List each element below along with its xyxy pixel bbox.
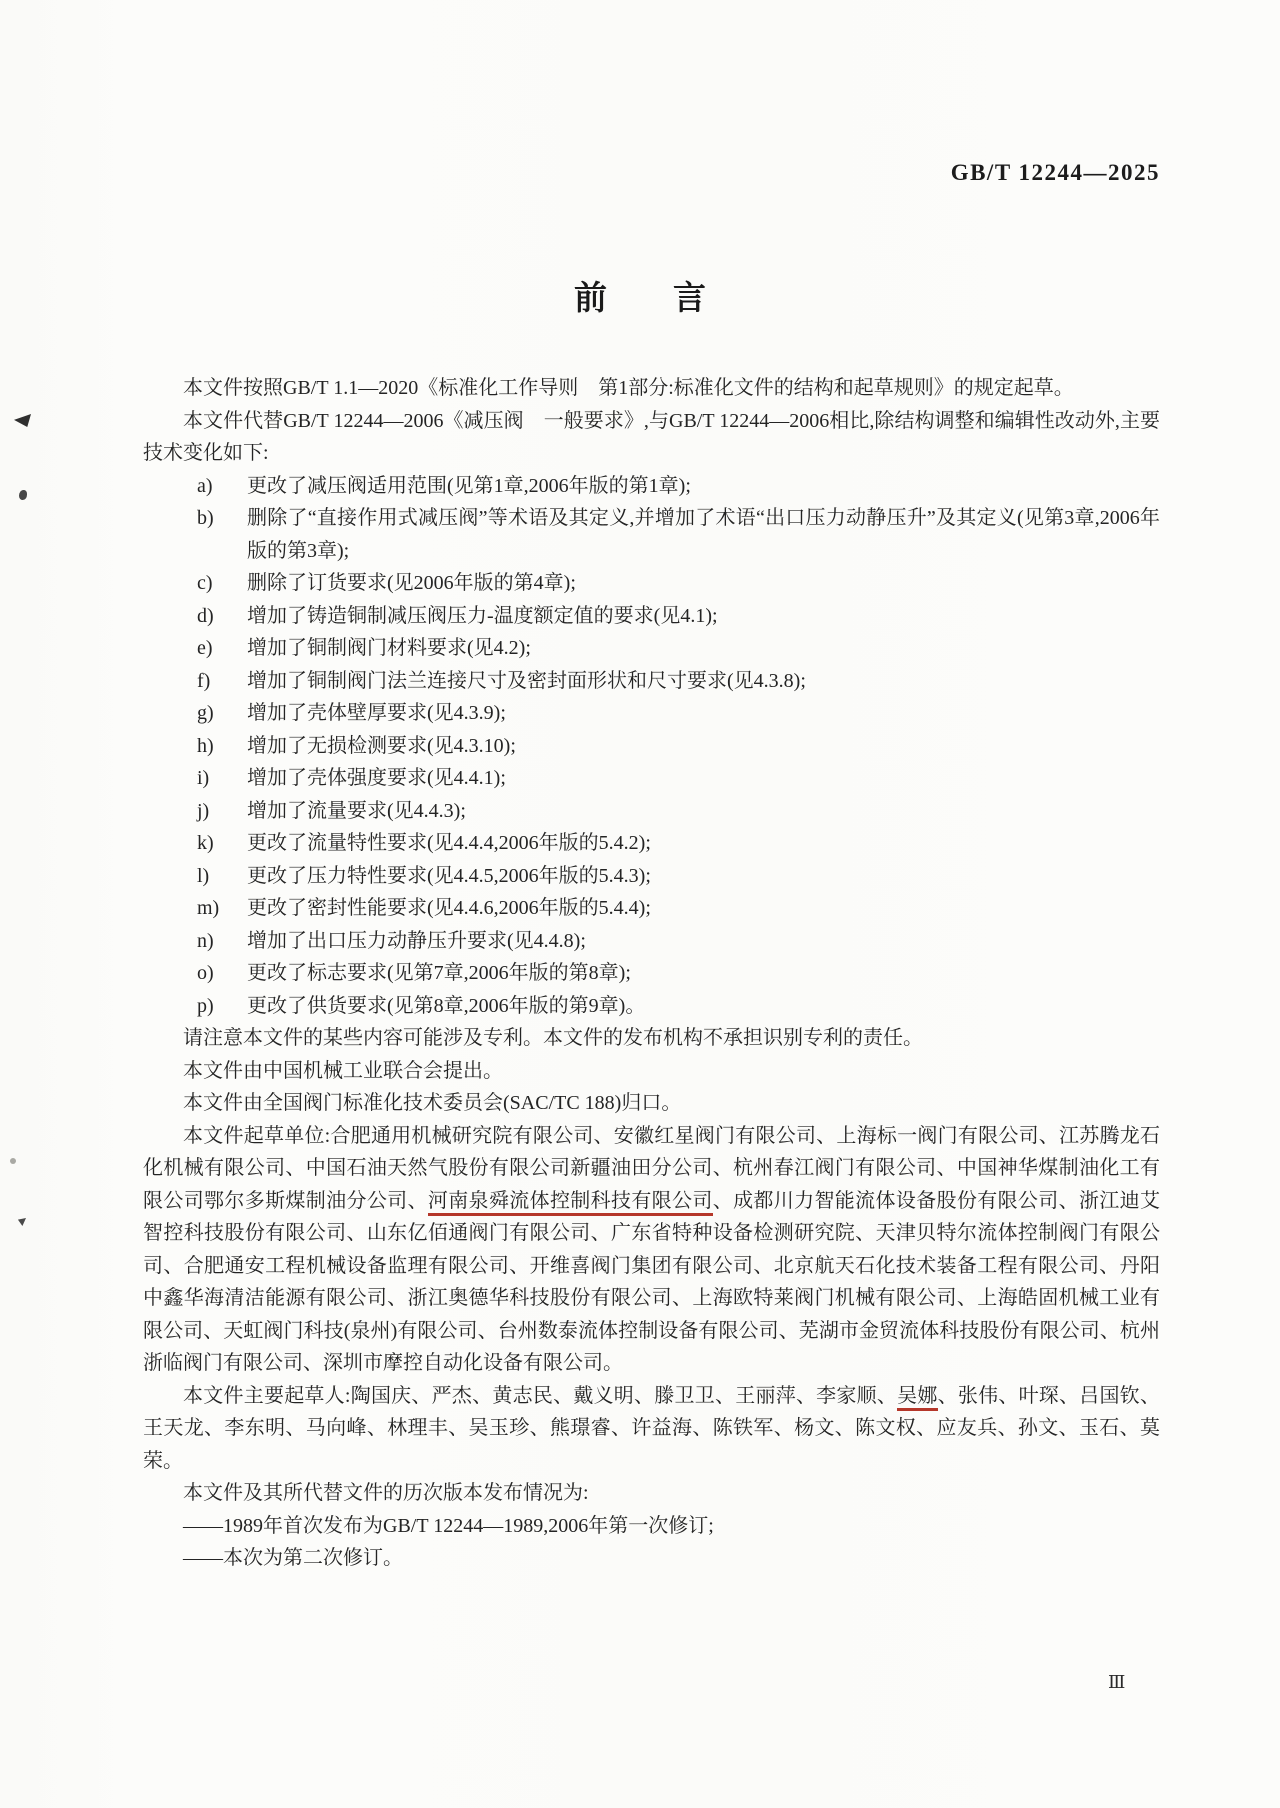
change-text: 增加了壳体壁厚要求(见4.3.9); — [247, 702, 506, 724]
scan-artifact — [19, 490, 27, 500]
change-text: 删除了“直接作用式减压阀”等术语及其定义,并增加了术语“出口压力动静压升”及其定义(见第3章,2006年版的第3章); — [247, 507, 1160, 562]
page-title: 前 言 — [574, 278, 706, 317]
history-intro: 本文件及其所代替文件的历次版本发布情况为: — [183, 1482, 589, 1504]
change-label: e) — [197, 637, 213, 659]
change-item-c — [143, 567, 1160, 600]
change-text: 增加了出口压力动静压升要求(见4.4.8); — [247, 929, 586, 952]
change-label: l) — [197, 864, 210, 887]
intro-paragraph-2: 本文件代替GB/T 12244—2006《减压阀 一般要求》,与GB/T 12244—2006相比,除结构调整和编辑性改动外,主要技术变化如下: — [143, 409, 1160, 464]
change-label: a) — [197, 474, 213, 497]
change-label: n) — [197, 929, 214, 952]
history-item-2: ——本次为第二次修订。 — [183, 1547, 403, 1569]
underlined-company: 河南泉舜流体控制科技有限公司 — [428, 1190, 713, 1216]
change-label: c) — [197, 572, 213, 594]
change-text: 增加了流量要求(见4.4.3); — [247, 799, 466, 822]
change-item-a — [143, 470, 1160, 503]
change-label: p) — [197, 994, 214, 1017]
page-number: Ⅲ — [1108, 1672, 1127, 1692]
change-item-p — [143, 990, 1160, 1023]
change-label: k) — [197, 832, 214, 854]
change-item-m — [143, 892, 1160, 925]
scan-artifact — [10, 1158, 16, 1164]
change-item-i — [143, 762, 1160, 795]
change-text: 增加了铜制阀门材料要求(见4.2); — [247, 637, 531, 659]
scan-artifact — [17, 1218, 26, 1226]
drafters-before: 本文件主要起草人:陶国庆、严杰、黄志民、戴义明、滕卫卫、王丽萍、李家顺、 — [183, 1384, 898, 1407]
underlined-drafter: 吴娜 — [897, 1385, 937, 1411]
change-label: d) — [197, 604, 214, 627]
change-item-k — [143, 827, 1160, 860]
change-text: 增加了铜制阀门法兰连接尺寸及密封面形状和尺寸要求(见4.3.8); — [247, 669, 806, 692]
drafting-units-before: 本文件起草单位:合肥通用机械研究院有限公司、安徽红星阀门有限公司、上海标一阀门有限公司、江苏腾龙石化机械有限公司、中国石油天然气股份有限公司新疆油田分公司、杭州春江阀门有限公司、中国神华煤制油化工有限公司鄂尔多斯煤制油分公司、 — [143, 1124, 1160, 1212]
change-text: 删除了订货要求(见2006年版的第4章); — [247, 572, 576, 594]
change-item-o — [143, 957, 1160, 990]
change-text: 更改了供货要求(见第8章,2006年版的第9章)。 — [247, 994, 646, 1017]
change-label: h) — [197, 734, 214, 757]
doc-number: GB/T 12244—2025 — [950, 160, 1160, 185]
change-label: j) — [197, 799, 210, 822]
change-text: 更改了密封性能要求(见4.4.6,2006年版的5.4.4); — [247, 897, 651, 919]
change-text: 增加了铸造铜制减压阀压力-温度额定值的要求(见4.1); — [247, 604, 718, 627]
drafting-units-after: 、成都川力智能流体设备股份有限公司、浙江迪艾智控科技股份有限公司、山东亿佰通阀门有限公司、广东省特种设备检测研究院、天津贝特尔流体控制阀门有限公司、合肥通安工程机械设备监理有限公司、开维喜阀门集团有限公司、北京航天石化技术装备工程有限公司、丹阳中鑫华海清洁能源有限公司、浙江奥德华科技股份有限公司、上海欧特莱阀门机械有限公司、上海皓固机械工业有限公司、天虹阀门科技(泉州)有限公司、台州数泰流体控制设备有限公司、芜湖市金贸流体科技股份有限公司、杭州浙临阀门有限公司、深圳市摩控自动化设备有限公司。 — [143, 1189, 1161, 1374]
centralized-by-note: 本文件由全国阀门标准化技术委员会(SAC/TC 188)归口。 — [183, 1092, 682, 1114]
changes-list — [143, 470, 1160, 1023]
change-label: f) — [197, 669, 211, 692]
change-label: m) — [197, 897, 220, 919]
change-label: g) — [197, 702, 214, 724]
drafting-units-paragraph — [143, 1120, 1160, 1380]
change-item-j — [143, 795, 1160, 828]
change-label: o) — [197, 962, 214, 984]
history-item-1: ——1989年首次发布为GB/T 12244—1989,2006年第一次修订; — [183, 1514, 714, 1537]
change-item-b — [143, 502, 1160, 567]
change-item-h — [143, 730, 1160, 763]
change-item-g — [143, 697, 1160, 730]
drafters-paragraph — [143, 1380, 1160, 1478]
change-text: 更改了标志要求(见第7章,2006年版的第8章); — [247, 962, 631, 984]
change-text: 更改了压力特性要求(见4.4.5,2006年版的5.4.3); — [247, 864, 651, 887]
change-text: 增加了壳体强度要求(见4.4.1); — [247, 767, 506, 789]
intro-paragraph-1: 本文件按照GB/T 1.1—2020《标准化工作导则 第1部分:标准化文件的结构和起草规则》的规定起草。 — [183, 377, 1074, 399]
change-item-l — [143, 860, 1160, 893]
change-label: b) — [197, 507, 214, 529]
scan-artifact — [14, 414, 31, 427]
change-item-d — [143, 600, 1160, 633]
change-item-n — [143, 925, 1160, 958]
patent-note: 请注意本文件的某些内容可能涉及专利。本文件的发布机构不承担识别专利的责任。 — [183, 1027, 923, 1049]
change-item-e — [143, 632, 1160, 665]
change-text: 更改了减压阀适用范围(见第1章,2006年版的第1章); — [247, 474, 691, 497]
change-label: i) — [197, 767, 210, 789]
change-text: 增加了无损检测要求(见4.3.10); — [247, 734, 516, 757]
proposed-by-note: 本文件由中国机械工业联合会提出。 — [183, 1059, 503, 1082]
change-text: 更改了流量特性要求(见4.4.4,2006年版的5.4.2); — [247, 832, 651, 854]
drafters-after: 、张伟、叶琛、吕国钦、王天龙、李东明、马向峰、林理丰、吴玉珍、熊璟睿、许益海、陈铁军、杨文、陈文权、应友兵、孙文、玉石、莫荣。 — [143, 1384, 1161, 1472]
foreword-body — [143, 372, 1160, 1575]
change-item-f — [143, 665, 1160, 698]
